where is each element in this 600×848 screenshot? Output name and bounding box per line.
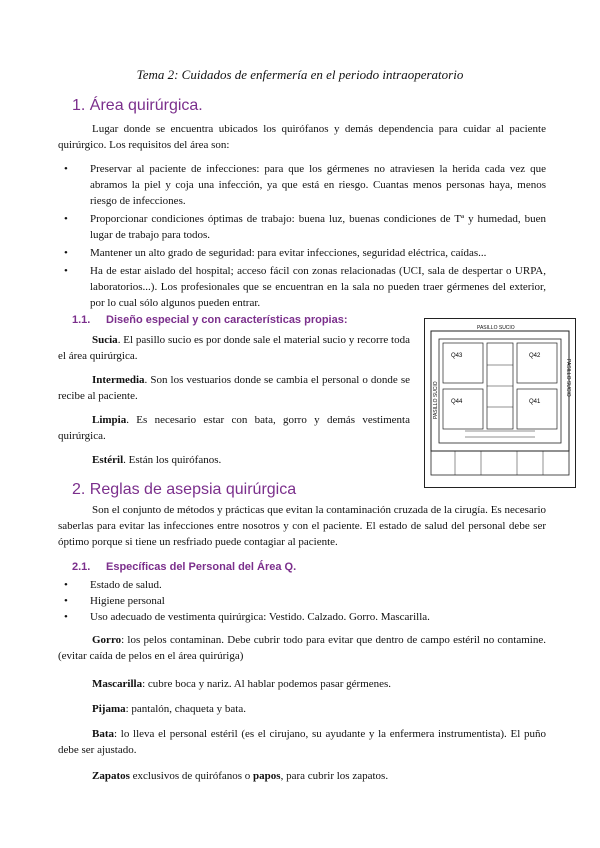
item-pijama	[58, 701, 546, 717]
definition: : cubre boca y nariz. Al hablar podemos pasar gérmenes.	[142, 678, 392, 690]
definition: . Están los quirófanos.	[123, 454, 222, 466]
term: Estéril	[92, 454, 124, 466]
surgical-area-floor-plan	[424, 318, 576, 488]
item-gorro	[58, 632, 546, 664]
term: Limpia	[92, 414, 127, 426]
section-title: Diseño especial y con características propias:	[106, 314, 348, 326]
list-item: • Mantener un alto grado de seguridad: para evitar infecciones, seguridad eléctrica, caídas...	[62, 245, 546, 261]
section-1-intro: Lugar donde se encuentra ubicados los quirófanos y demás dependencia para cuidar al paciente quirúrgico. Los requisitos del área son:	[58, 123, 546, 151]
plan-right-label: PASILLO SUCIO	[565, 359, 571, 397]
definition: exclusivos de quirófanos o	[129, 770, 254, 782]
term: papos	[253, 770, 281, 782]
list-item: • Ha de estar aislado del hospital; acceso fácil con zonas relacionadas (UCI, sala de despertar o URPA, laboratorios...). Los profesionales que se encuentran en la sala no pueden traer gérmenes del exterior, por lo cual sólo algunos pueden entrar.	[62, 263, 546, 311]
room-label: Q43	[451, 353, 463, 359]
term: Intermedia	[92, 374, 145, 386]
personnel-list	[62, 577, 546, 625]
plan-left-label: PASILLO SUCIO	[433, 381, 439, 419]
term: Mascarilla	[92, 678, 143, 690]
zone-limpia	[58, 412, 410, 444]
list-item: • Higiene personal	[62, 593, 546, 609]
section-number: 1.1.	[72, 314, 91, 326]
list-item: • Uso adecuado de vestimenta quirúrgica: Vestido. Calzado. Gorro. Mascarilla.	[62, 609, 546, 625]
term: Pijama	[92, 703, 126, 715]
definition: . Es necesario estar con bata, gorro y demás vestimenta quirúrgica.	[58, 414, 410, 442]
term: Gorro	[92, 634, 122, 646]
definition: , para cubrir los zapatos.	[280, 770, 389, 782]
zone-esteril	[58, 452, 410, 468]
section-1-1-heading	[72, 314, 348, 326]
list-item: • Preservar al paciente de infecciones: para que los gérmenes no atraviesen la herida cada vez que abramos la piel y coja una infección, ya que está en riesgo. Cuantas menos personas haya, menos riesgo de infecciones.	[62, 161, 546, 209]
document-title: Tema 2: Cuidados de enfermería en el periodo intraoperatorio	[136, 67, 464, 82]
term: Zapatos	[92, 770, 130, 782]
definition: : los pelos contaminan. Debe cubrir todo para evitar que dentro de campo estéril no contamine. (evitar caída de pelos en el área quirúriga)	[58, 634, 546, 662]
requirements-list	[62, 161, 546, 311]
definition: : pantalón, chaqueta y bata.	[125, 703, 246, 715]
list-item: • Proporcionar condiciones óptimas de trabajo: buena luz, buenas condiciones de Tª y humedad, buen lugar de trabajo para todos.	[62, 211, 546, 243]
item-bata	[58, 726, 546, 758]
list-item: • Estado de salud.	[62, 577, 546, 593]
section-2-intro: Son el conjunto de métodos y prácticas que evitan la contaminación cruzada de la cirugía. Es necesario saberlas para evitar las infecciones entre nosotros y con el paciente. El estado de salud del personal debe ser óptimo porque si tiene un resfriado puede contagiar al paciente.	[58, 504, 546, 548]
section-2-heading: 2. Reglas de asepsia quirúrgica	[72, 481, 297, 498]
room-label: Q44	[451, 399, 463, 405]
room-label: Q42	[529, 353, 541, 359]
section-title: Específicas del Personal del Área Q.	[106, 561, 297, 573]
section-2-1-heading	[72, 561, 296, 573]
section-number: 2.1.	[72, 561, 91, 573]
item-mascarilla	[58, 676, 546, 692]
zone-intermedia	[58, 372, 410, 404]
term: Bata	[92, 728, 114, 740]
room-label: Q41	[529, 399, 541, 405]
section-1-heading: 1. Área quirúrgica.	[72, 97, 203, 114]
zone-sucia	[58, 332, 410, 364]
definition: : lo lleva el personal estéril (es el cirujano, su ayudante y la enfermera instrumentista). El puño debe ser ajustado.	[58, 728, 546, 756]
definition: . El pasillo sucio es por donde sale el material sucio y recorre toda el área quirúrgica.	[58, 334, 410, 362]
item-zapatos	[58, 768, 546, 784]
plan-top-label: PASILLO SUCIO	[477, 325, 515, 331]
definition: . Son los vestuarios donde se cambia el personal o donde se recibe al paciente.	[58, 374, 410, 402]
term: Sucia	[92, 334, 118, 346]
